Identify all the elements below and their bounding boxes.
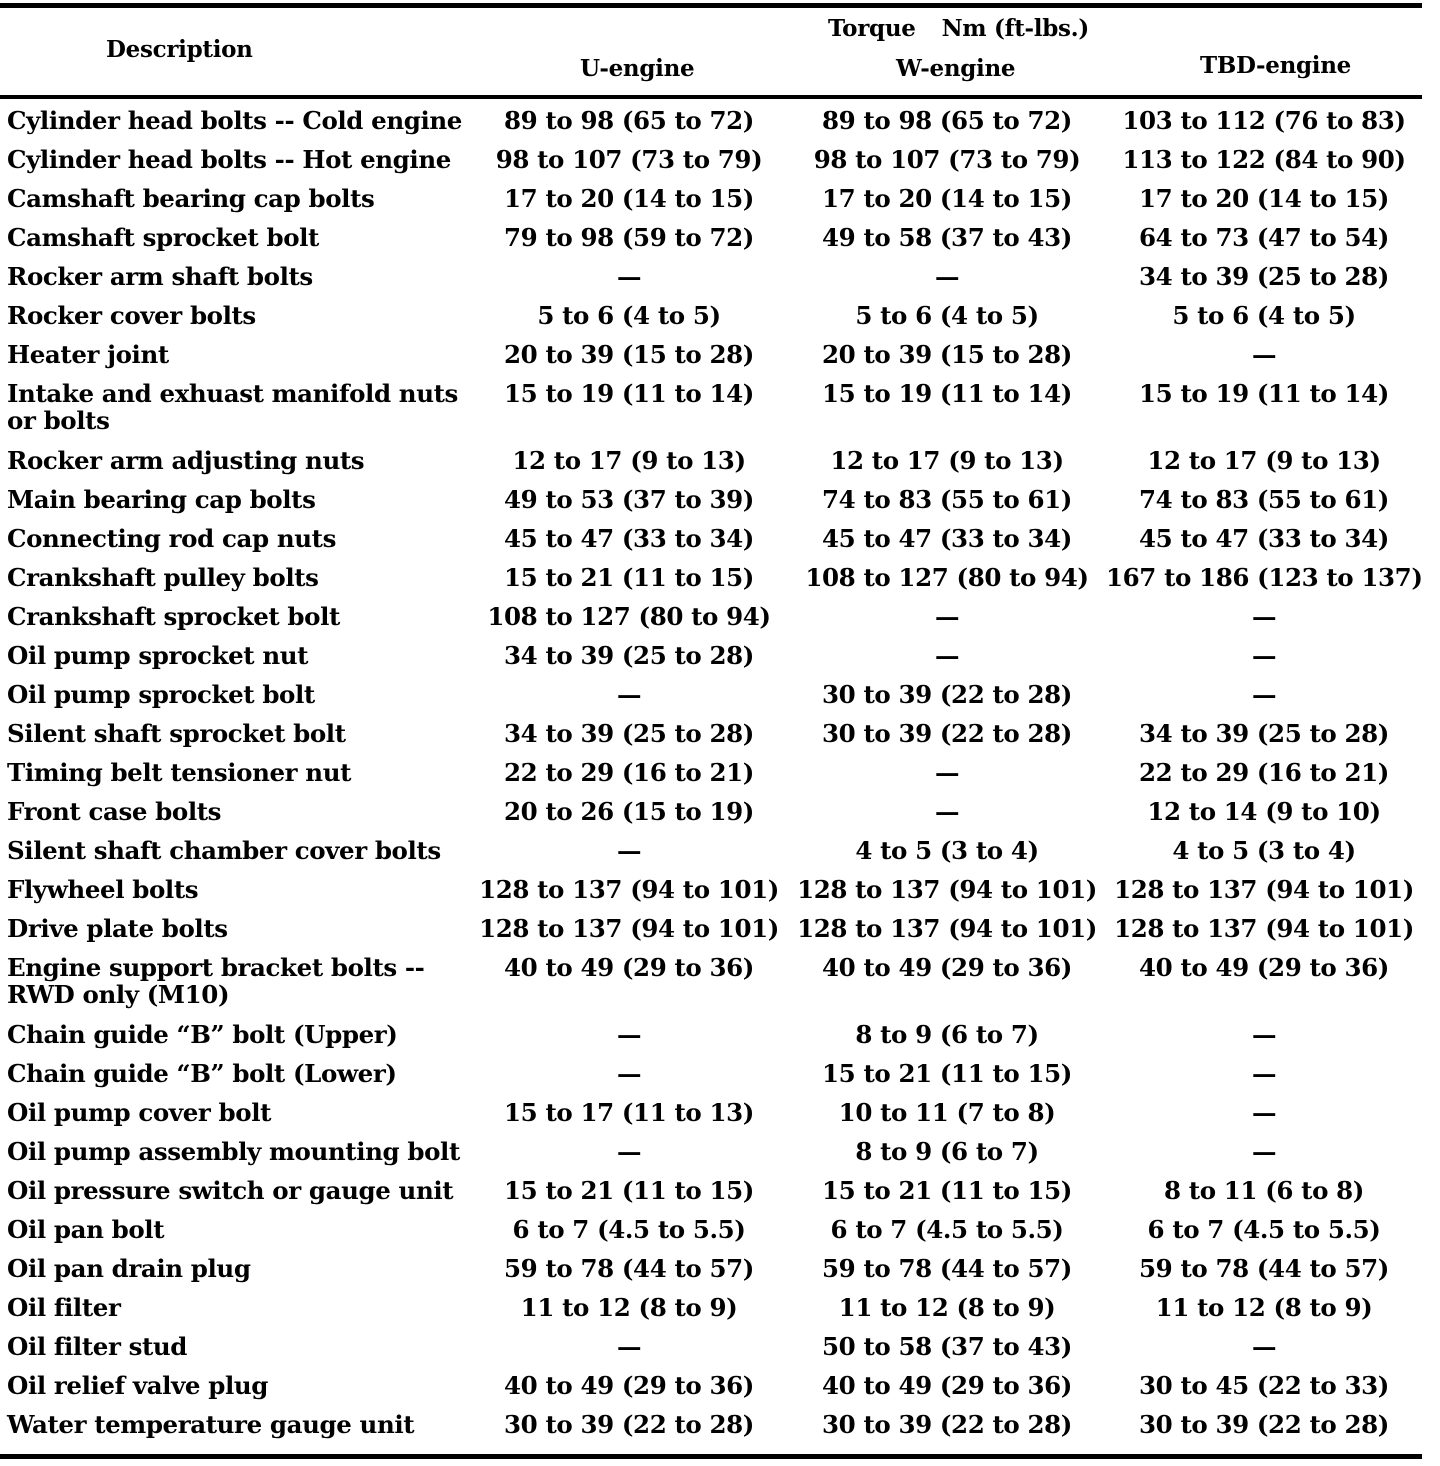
- tbd-engine-torque-cell: 22 to 29 (16 to 21): [1139, 758, 1389, 787]
- u-engine-torque-cell: 12 to 17 (9 to 13): [512, 446, 746, 475]
- column-header-description: Description: [106, 36, 253, 63]
- u-engine-torque-cell: 5 to 6 (4 to 5): [537, 301, 721, 330]
- w-engine-torque-cell: 8 to 9 (6 to 7): [855, 1020, 1039, 1049]
- u-engine-torque-cell: —: [616, 1059, 642, 1088]
- u-engine-torque-cell: 20 to 39 (15 to 28): [504, 340, 754, 369]
- bottom-rule: [0, 1454, 1422, 1459]
- tbd-engine-torque-cell: —: [1251, 641, 1277, 670]
- w-engine-torque-cell: —: [934, 262, 960, 291]
- description-cell: [0, 107, 470, 146]
- description-line: Crankshaft pulley bolts: [7, 563, 319, 592]
- w-engine-torque-cell: 6 to 7 (4.5 to 5.5): [830, 1215, 1064, 1244]
- w-engine-torque-cell: 10 to 11 (7 to 8): [838, 1098, 1056, 1127]
- w-engine-torque-cell: —: [934, 641, 960, 670]
- table-row: [0, 915, 1422, 954]
- u-engine-torque-cell: —: [616, 1332, 642, 1361]
- u-engine-torque-cell: —: [616, 1020, 642, 1049]
- w-engine-torque-cell: 50 to 58 (37 to 43): [822, 1332, 1072, 1361]
- torque-label: Torque: [828, 15, 916, 42]
- table-row: [0, 1177, 1422, 1216]
- w-engine-torque-cell: 40 to 49 (29 to 36): [822, 953, 1072, 982]
- table-row: [0, 185, 1422, 224]
- u-engine-torque-cell: 79 to 98 (59 to 72): [504, 223, 754, 252]
- w-engine-torque-cell: 11 to 12 (8 to 9): [838, 1293, 1056, 1322]
- table-row: [0, 525, 1422, 564]
- torque-table: [0, 107, 1422, 1450]
- w-engine-torque-cell: 5 to 6 (4 to 5): [855, 301, 1039, 330]
- description-cell: [0, 759, 470, 798]
- torque-table-body: [0, 107, 1422, 1450]
- description-line: Cylinder head bolts -- Hot engine: [7, 145, 451, 174]
- w-engine-torque-cell: 98 to 107 (73 to 79): [813, 145, 1081, 174]
- tbd-engine-torque-cell: 12 to 14 (9 to 10): [1147, 797, 1381, 826]
- u-engine-torque-cell: —: [616, 262, 642, 291]
- description-cell: [0, 185, 470, 224]
- table-row: [0, 447, 1422, 486]
- description-cell: [0, 341, 470, 380]
- description-line: Oil pump sprocket bolt: [7, 680, 315, 709]
- u-engine-torque-cell: 20 to 26 (15 to 19): [504, 797, 754, 826]
- description-line: Oil filter: [7, 1293, 121, 1322]
- table-row: [0, 1411, 1422, 1450]
- header-rule: [0, 95, 1422, 99]
- table-row: [0, 380, 1422, 447]
- table-row: [0, 720, 1422, 759]
- u-engine-torque-cell: 98 to 107 (73 to 79): [495, 145, 763, 174]
- w-engine-torque-cell: —: [934, 758, 960, 787]
- table-row: [0, 1216, 1422, 1255]
- description-line: Oil pan drain plug: [7, 1254, 251, 1283]
- top-rule: [0, 3, 1422, 8]
- tbd-engine-torque-cell: 11 to 12 (8 to 9): [1155, 1293, 1373, 1322]
- description-line: Crankshaft sprocket bolt: [7, 602, 340, 631]
- tbd-engine-torque-cell: 8 to 11 (6 to 8): [1164, 1176, 1364, 1205]
- tbd-engine-torque-cell: —: [1251, 1098, 1277, 1127]
- description-cell: [0, 1294, 470, 1333]
- tbd-engine-torque-cell: —: [1251, 1137, 1277, 1166]
- u-engine-torque-cell: 89 to 98 (65 to 72): [504, 106, 754, 135]
- description-cell: [0, 263, 470, 302]
- description-cell: [0, 1255, 470, 1294]
- description-cell: [0, 1216, 470, 1255]
- tbd-engine-torque-cell: 59 to 78 (44 to 57): [1139, 1254, 1389, 1283]
- description-cell: [0, 564, 470, 603]
- description-line: RWD only (M10): [7, 980, 230, 1009]
- description-line: Rocker arm shaft bolts: [7, 262, 313, 291]
- u-engine-torque-cell: 17 to 20 (14 to 15): [504, 184, 754, 213]
- tbd-engine-torque-cell: 74 to 83 (55 to 61): [1139, 485, 1389, 514]
- description-line: Connecting rod cap nuts: [7, 524, 336, 553]
- w-engine-torque-cell: 17 to 20 (14 to 15): [822, 184, 1072, 213]
- description-line: Engine support bracket bolts --: [7, 953, 425, 982]
- column-header-u-engine: U-engine: [580, 55, 695, 82]
- description-line: Flywheel bolts: [7, 875, 199, 904]
- table-row: [0, 1294, 1422, 1333]
- u-engine-torque-cell: 59 to 78 (44 to 57): [504, 1254, 754, 1283]
- table-row: [0, 876, 1422, 915]
- w-engine-torque-cell: 30 to 39 (22 to 28): [822, 680, 1072, 709]
- u-engine-torque-cell: 34 to 39 (25 to 28): [504, 641, 754, 670]
- description-cell: [0, 1372, 470, 1411]
- description-line: Cylinder head bolts -- Cold engine: [7, 106, 462, 135]
- description-cell: [0, 302, 470, 341]
- w-engine-torque-cell: 128 to 137 (94 to 101): [797, 914, 1097, 943]
- description-cell: [0, 603, 470, 642]
- tbd-engine-torque-cell: —: [1251, 680, 1277, 709]
- column-header-w-engine: W-engine: [896, 55, 1016, 82]
- description-line: Oil pump sprocket nut: [7, 641, 309, 670]
- u-engine-torque-cell: 40 to 49 (29 to 36): [504, 1371, 754, 1400]
- w-engine-torque-cell: —: [934, 602, 960, 631]
- torque-unit-label: Nm (ft-lbs.): [941, 15, 1089, 42]
- description-cell: [0, 1411, 470, 1450]
- description-cell: [0, 876, 470, 915]
- description-line: or bolts: [7, 406, 110, 435]
- w-engine-torque-cell: 20 to 39 (15 to 28): [822, 340, 1072, 369]
- u-engine-torque-cell: —: [616, 836, 642, 865]
- description-cell: [0, 837, 470, 876]
- u-engine-torque-cell: 15 to 21 (11 to 15): [504, 1176, 754, 1205]
- tbd-engine-torque-cell: 17 to 20 (14 to 15): [1139, 184, 1389, 213]
- w-engine-torque-cell: 30 to 39 (22 to 28): [822, 719, 1072, 748]
- description-cell: [0, 224, 470, 263]
- table-row: [0, 1372, 1422, 1411]
- tbd-engine-torque-cell: —: [1251, 340, 1277, 369]
- w-engine-torque-cell: 12 to 17 (9 to 13): [830, 446, 1064, 475]
- u-engine-torque-cell: 11 to 12 (8 to 9): [520, 1293, 738, 1322]
- description-line: Camshaft sprocket bolt: [7, 223, 319, 252]
- table-row: [0, 1021, 1422, 1060]
- tbd-engine-torque-cell: 45 to 47 (33 to 34): [1139, 524, 1389, 553]
- description-line: Oil filter stud: [7, 1332, 188, 1361]
- column-header-tbd-engine: TBD-engine: [1200, 52, 1352, 79]
- description-cell: [0, 720, 470, 759]
- table-row: [0, 1333, 1422, 1372]
- description-cell: [0, 1333, 470, 1372]
- description-line: Silent shaft chamber cover bolts: [7, 836, 441, 865]
- description-cell: [0, 1177, 470, 1216]
- description-cell: [0, 525, 470, 564]
- description-line: Heater joint: [7, 340, 169, 369]
- w-engine-torque-cell: 30 to 39 (22 to 28): [822, 1410, 1072, 1439]
- w-engine-torque-cell: 15 to 21 (11 to 15): [822, 1176, 1072, 1205]
- u-engine-torque-cell: 22 to 29 (16 to 21): [504, 758, 754, 787]
- tbd-engine-torque-cell: —: [1251, 1332, 1277, 1361]
- description-line: Chain guide “B” bolt (Upper): [7, 1020, 398, 1049]
- table-row: [0, 1060, 1422, 1099]
- tbd-engine-torque-cell: 34 to 39 (25 to 28): [1139, 719, 1389, 748]
- u-engine-torque-cell: —: [616, 1137, 642, 1166]
- w-engine-torque-cell: 128 to 137 (94 to 101): [797, 875, 1097, 904]
- w-engine-torque-cell: 15 to 21 (11 to 15): [822, 1059, 1072, 1088]
- tbd-engine-torque-cell: —: [1251, 1059, 1277, 1088]
- tbd-engine-torque-cell: 4 to 5 (3 to 4): [1172, 836, 1356, 865]
- u-engine-torque-cell: 6 to 7 (4.5 to 5.5): [512, 1215, 746, 1244]
- w-engine-torque-cell: 89 to 98 (65 to 72): [822, 106, 1072, 135]
- description-line: Oil relief valve plug: [7, 1371, 269, 1400]
- u-engine-torque-cell: —: [616, 680, 642, 709]
- w-engine-torque-cell: 4 to 5 (3 to 4): [855, 836, 1039, 865]
- tbd-engine-torque-cell: 40 to 49 (29 to 36): [1139, 953, 1389, 982]
- tbd-engine-torque-cell: 12 to 17 (9 to 13): [1147, 446, 1381, 475]
- tbd-engine-torque-cell: —: [1251, 1020, 1277, 1049]
- description-line: Oil pressure switch or gauge unit: [7, 1176, 454, 1205]
- u-engine-torque-cell: 45 to 47 (33 to 34): [504, 524, 754, 553]
- table-row: [0, 1099, 1422, 1138]
- u-engine-torque-cell: 15 to 19 (11 to 14): [504, 379, 754, 408]
- description-line: Intake and exhuast manifold nuts: [7, 379, 458, 408]
- description-line: Oil pump cover bolt: [7, 1098, 272, 1127]
- description-cell: [0, 146, 470, 185]
- tbd-engine-torque-cell: 15 to 19 (11 to 14): [1139, 379, 1389, 408]
- table-row: [0, 224, 1422, 263]
- u-engine-torque-cell: 15 to 21 (11 to 15): [504, 563, 754, 592]
- table-row: [0, 642, 1422, 681]
- table-row: [0, 302, 1422, 341]
- description-line: Camshaft bearing cap bolts: [7, 184, 375, 213]
- tbd-engine-torque-cell: 103 to 112 (76 to 83): [1122, 106, 1406, 135]
- description-line: Oil pan bolt: [7, 1215, 165, 1244]
- table-row: [0, 681, 1422, 720]
- table-row: [0, 954, 1422, 1021]
- tbd-engine-torque-cell: —: [1251, 602, 1277, 631]
- description-line: Rocker cover bolts: [7, 301, 256, 330]
- u-engine-torque-cell: 49 to 53 (37 to 39): [504, 485, 754, 514]
- u-engine-torque-cell: 40 to 49 (29 to 36): [504, 953, 754, 982]
- description-cell: [0, 380, 470, 447]
- description-cell: [0, 486, 470, 525]
- tbd-engine-torque-cell: 167 to 186 (123 to 137): [1106, 563, 1423, 592]
- tbd-engine-torque-cell: 128 to 137 (94 to 101): [1114, 875, 1414, 904]
- description-line: Timing belt tensioner nut: [7, 758, 352, 787]
- tbd-engine-torque-cell: 113 to 122 (84 to 90): [1122, 145, 1406, 174]
- description-cell: [0, 1060, 470, 1099]
- u-engine-torque-cell: 108 to 127 (80 to 94): [487, 602, 771, 631]
- w-engine-torque-cell: —: [934, 797, 960, 826]
- table-row: [0, 486, 1422, 525]
- description-line: Silent shaft sprocket bolt: [7, 719, 346, 748]
- table-row: [0, 263, 1422, 302]
- w-engine-torque-cell: 59 to 78 (44 to 57): [822, 1254, 1072, 1283]
- table-row: [0, 341, 1422, 380]
- tbd-engine-torque-cell: 6 to 7 (4.5 to 5.5): [1147, 1215, 1381, 1244]
- table-row: [0, 759, 1422, 798]
- description-line: Front case bolts: [7, 797, 222, 826]
- description-line: Chain guide “B” bolt (Lower): [7, 1059, 397, 1088]
- w-engine-torque-cell: 40 to 49 (29 to 36): [822, 1371, 1072, 1400]
- description-cell: [0, 954, 470, 1021]
- description-cell: [0, 1099, 470, 1138]
- u-engine-torque-cell: 128 to 137 (94 to 101): [479, 914, 779, 943]
- w-engine-torque-cell: 108 to 127 (80 to 94): [805, 563, 1089, 592]
- tbd-engine-torque-cell: 128 to 137 (94 to 101): [1114, 914, 1414, 943]
- w-engine-torque-cell: 74 to 83 (55 to 61): [822, 485, 1072, 514]
- table-row: [0, 564, 1422, 603]
- u-engine-torque-cell: 30 to 39 (22 to 28): [504, 1410, 754, 1439]
- description-line: Water temperature gauge unit: [7, 1410, 415, 1439]
- description-cell: [0, 915, 470, 954]
- table-row: [0, 146, 1422, 185]
- description-cell: [0, 798, 470, 837]
- column-header-torque: [828, 15, 1089, 42]
- table-row: [0, 798, 1422, 837]
- description-cell: [0, 1138, 470, 1177]
- description-cell: [0, 447, 470, 486]
- tbd-engine-torque-cell: 34 to 39 (25 to 28): [1139, 262, 1389, 291]
- u-engine-torque-cell: 15 to 17 (11 to 13): [504, 1098, 754, 1127]
- u-engine-torque-cell: 34 to 39 (25 to 28): [504, 719, 754, 748]
- table-row: [0, 1138, 1422, 1177]
- table-row: [0, 603, 1422, 642]
- tbd-engine-torque-cell: 5 to 6 (4 to 5): [1172, 301, 1356, 330]
- description-line: Rocker arm adjusting nuts: [7, 446, 365, 475]
- tbd-engine-torque-cell: 30 to 39 (22 to 28): [1139, 1410, 1389, 1439]
- description-cell: [0, 1021, 470, 1060]
- description-line: Oil pump assembly mounting bolt: [7, 1137, 460, 1166]
- description-line: Main bearing cap bolts: [7, 485, 316, 514]
- table-row: [0, 1255, 1422, 1294]
- w-engine-torque-cell: 8 to 9 (6 to 7): [855, 1137, 1039, 1166]
- u-engine-torque-cell: 128 to 137 (94 to 101): [479, 875, 779, 904]
- tbd-engine-torque-cell: 64 to 73 (47 to 54): [1139, 223, 1389, 252]
- description-cell: [0, 642, 470, 681]
- w-engine-torque-cell: 45 to 47 (33 to 34): [822, 524, 1072, 553]
- description-line: Drive plate bolts: [7, 914, 228, 943]
- w-engine-torque-cell: 49 to 58 (37 to 43): [822, 223, 1072, 252]
- table-row: [0, 107, 1422, 146]
- w-engine-torque-cell: 15 to 19 (11 to 14): [822, 379, 1072, 408]
- table-row: [0, 837, 1422, 876]
- description-cell: [0, 681, 470, 720]
- tbd-engine-torque-cell: 30 to 45 (22 to 33): [1139, 1371, 1389, 1400]
